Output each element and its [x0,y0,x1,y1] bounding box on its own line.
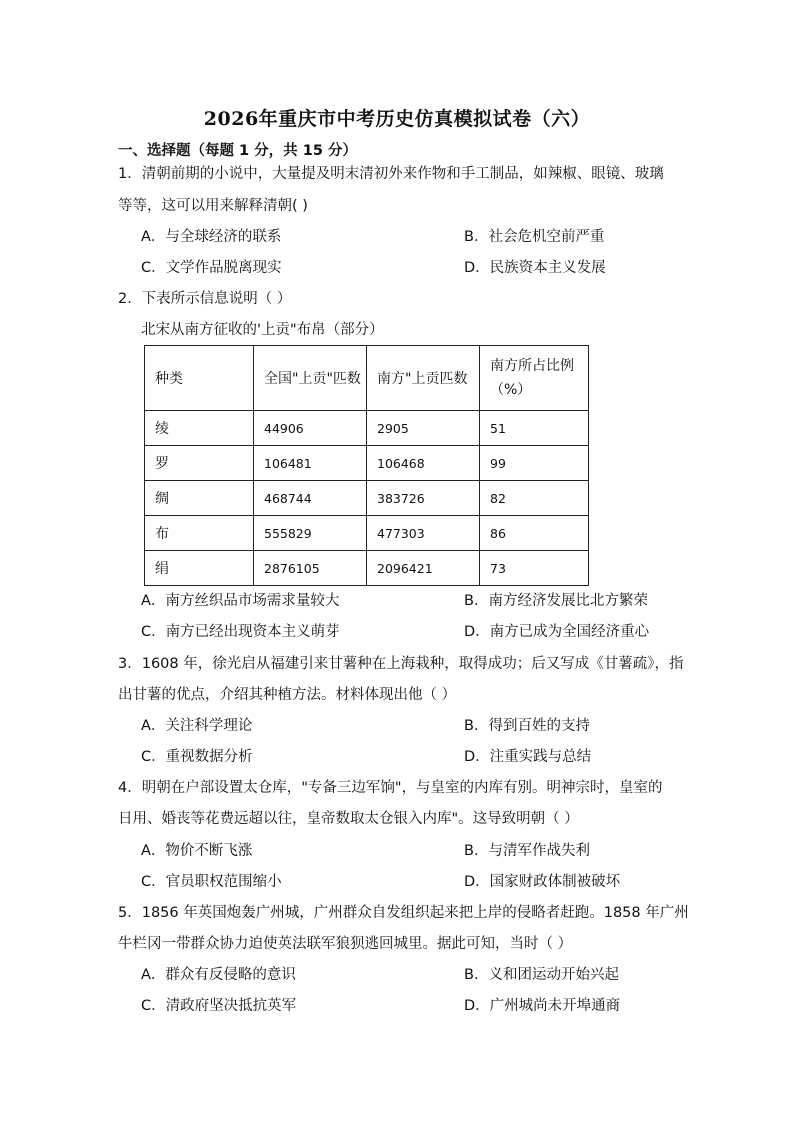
table-header-cell: 种类 [145,346,254,411]
question-2-option-c: C．南方已经出现资本主义萌芽 [141,624,340,640]
table-cell: 99 [480,446,589,481]
question-4-option-c: C．官员职权范围缩小 [141,874,282,890]
question-3-option-c: C．重视数据分析 [141,749,253,765]
question-1-option-b: B．社会危机空前严重 [464,229,605,245]
question-5-line-2: 牛栏冈一带群众协力迫使英法联军狼狈逃回城里。据此可知，当时（ ） [118,936,573,952]
table-header-cell: 全国"上贡"匹数 [254,346,367,411]
question-2-option-d: D．南方已成为全国经济重心 [464,624,650,640]
table-cell: 468744 [254,481,367,516]
table-cell: 绫 [145,411,254,446]
table-cell: 73 [480,551,589,586]
question-3-option-a: A．关注科学理论 [141,718,253,734]
table-row [145,411,589,446]
question-2-option-a: A．南方丝织品市场需求量较大 [141,593,340,609]
table-row [145,551,589,586]
table-cell: 383726 [367,481,480,516]
question-1-option-c: C．文学作品脱离现实 [141,260,282,276]
table-cell: 罗 [145,446,254,481]
question-1-line-2: 等等，这可以用来解释清朝( ) [118,198,308,214]
question-1-option-d: D．民族资本主义发展 [464,260,606,276]
question-4-line-2: 日用、婚丧等花费远超以往，皇帝数取太仓银入内库"。这导致明朝（ ） [118,811,579,827]
question-5-line-1: 5．1856 年英国炮轰广州城，广州群众自发组织起来把上岸的侵略者赶跑。1858 年广州 [118,905,689,921]
question-4-option-b: B．与清军作战失利 [464,843,590,859]
table-cell: 86 [480,516,589,551]
question-3-option-b: B．得到百姓的支持 [464,718,590,734]
question-1-option-a: A．与全球经济的联系 [141,229,282,245]
tribute-table [144,345,589,586]
question-4-option-a: A．物价不断飞涨 [141,843,253,859]
question-3-line-2: 出甘薯的优点，介绍其种植方法。材料体现出他（ ） [118,687,457,703]
question-4-line-1: 4．明朝在户部设置太仓库，"专备三边军饷"，与皇室的内库有别。明神宗时，皇室的 [118,780,663,796]
table-header-cell [480,346,589,411]
page-title: 2026年重庆市中考历史仿真模拟试卷（六） [203,108,591,130]
table-cell: 555829 [254,516,367,551]
question-5-option-c: C．清政府坚决抵抗英军 [141,998,297,1014]
table-header-cell: 南方"上贡匹数 [367,346,480,411]
table-row [145,516,589,551]
question-4-option-d: D．国家财政体制被破坏 [464,874,621,890]
question-5-option-a: A．群众有反侵略的意识 [141,967,296,983]
table-cell: 106468 [367,446,480,481]
question-2-line-1: 2．下表所示信息说明（ ） [118,291,292,307]
table-cell: 106481 [254,446,367,481]
table-cell: 477303 [367,516,480,551]
question-3-option-d: D．注重实践与总结 [464,749,592,765]
table-cell: 51 [480,411,589,446]
table-header-row [145,346,589,411]
table-cell: 2905 [367,411,480,446]
table-cell: 布 [145,516,254,551]
table-cell: 绸 [145,481,254,516]
question-5-option-d: D．广州城尚未开埠通商 [464,998,621,1014]
table-caption: 北宋从南方征收的'上贡"布帛（部分） [141,322,384,338]
question-3-line-1: 3．1608 年，徐光启从福建引来甘薯种在上海栽种，取得成功；后又写成《甘薯疏》，指 [118,656,684,672]
section-heading: 一、选择题（每题 1 分，共 15 分） [118,143,357,159]
question-5-option-b: B．义和团运动开始兴起 [464,967,619,983]
question-1-line-1: 1．清朝前期的小说中，大量提及明末清初外来作物和手工制品，如辣椒、眼镜、玻璃 [118,166,664,182]
question-2-option-b: B．南方经济发展比北方繁荣 [464,593,648,609]
table-cell: 44906 [254,411,367,446]
table-header-ratio: 南方所占比例 [490,358,574,374]
table-header-ratio-unit: （%） [490,382,532,398]
table-row [145,446,589,481]
table-row [145,481,589,516]
table-cell: 2096421 [367,551,480,586]
table-cell: 绢 [145,551,254,586]
table-cell: 82 [480,481,589,516]
table-cell: 2876105 [254,551,367,586]
